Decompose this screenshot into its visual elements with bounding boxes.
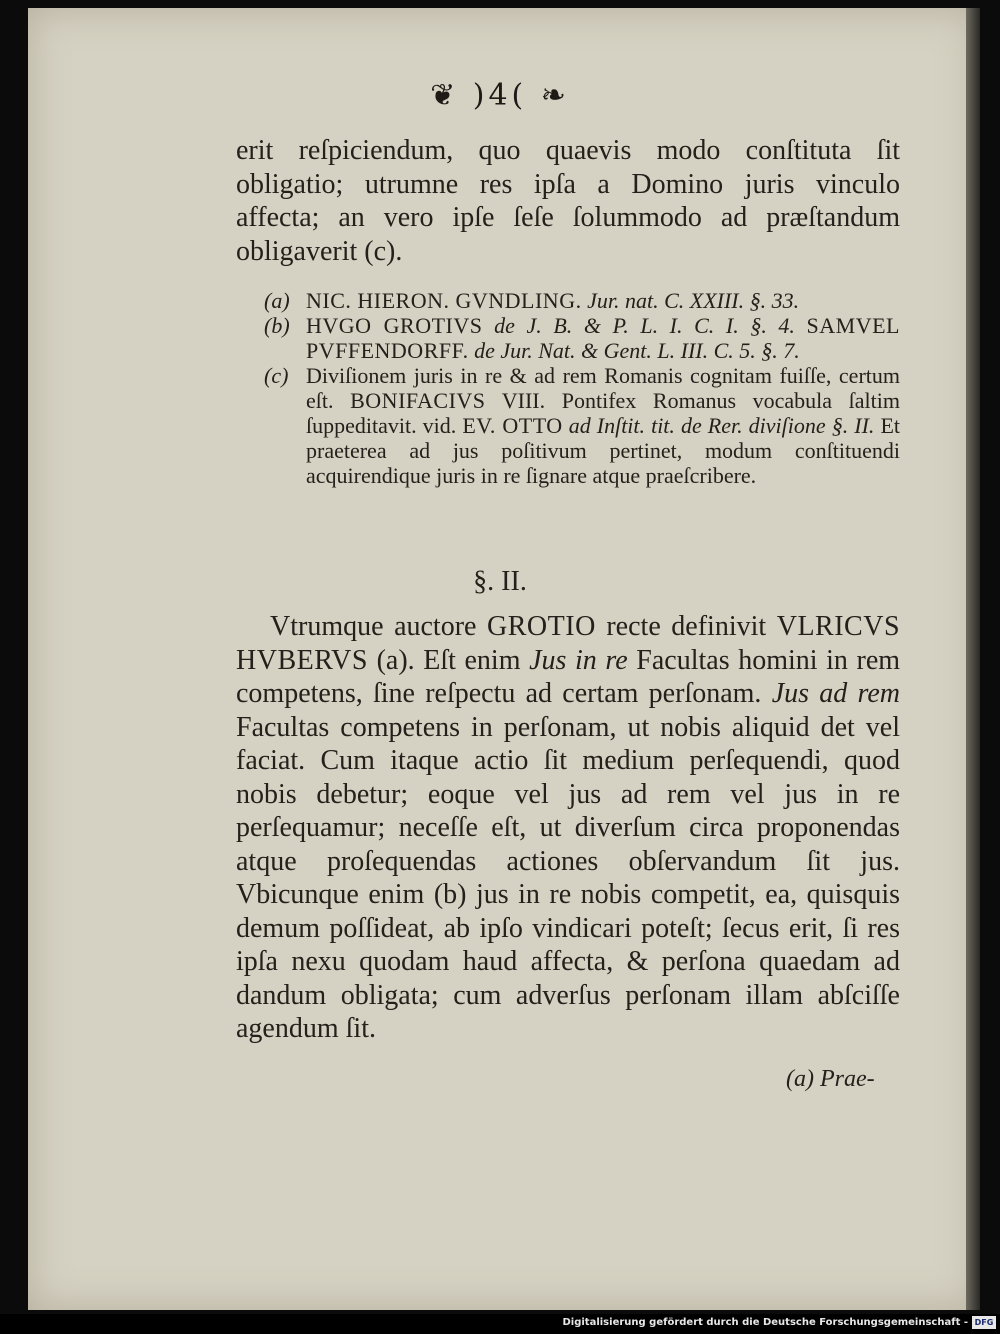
footnote-text: VIII. Pontifex Romanus vocabula ſaltim ſuppeditavit. vid.: [306, 388, 901, 438]
para2-text: Vtrumque auctore: [270, 611, 477, 642]
footnote-a: [264, 288, 900, 313]
footnote-author: NIC. HIERON. GVNDLING.: [306, 288, 582, 313]
page-number: )4(: [472, 78, 528, 113]
footnote-ref: de Jur. Nat. & Gent. L. III. C. 5. §. 7.: [474, 338, 800, 363]
footnote-text: Et praeterea ad jus poſitivum pertinet, modum conſtituendi acquirendique juris in re ſignare atque praeſcribere.: [306, 413, 901, 488]
para2-term: Jus ad rem: [771, 678, 900, 709]
para2-text: recte definivit: [606, 611, 767, 642]
footnote-author: HVGO GROTIVS: [306, 313, 483, 338]
para1-line: obligaverit (c).: [236, 235, 403, 267]
footnote-c: [264, 363, 900, 488]
footnote-mark: (c): [264, 363, 289, 388]
footnote-ref: Jur. nat. C. XXIII. §. 33.: [587, 288, 800, 313]
para2-text: Facultas competens in perſonam, ut nobis aliquid det vel faciat. Cum itaque actio ſit medium perſequendi, quod nobis debetur; eoque vel jus ad rem vel jus in re perſequamur; neceſſe eſt, ut diverſum circa proponendas atque proſequendas actiones obſervandum ſit jus. Vbicunque enim (b) jus in re nobis competit, ea, quisquis demum poſſideat, ab ipſo vindicari poteſt; ſecus erit, ſi res ipſa nexu quodam haud affecta, & perſona quaedam ad dandum obligata; cum adverſus perſonam illam abſciſſe agendum ſit.: [236, 711, 900, 1044]
footnote-ref: de J. B. & P. L. I. C. I. §. 4.: [494, 313, 795, 338]
dfg-logo-icon: DFG: [972, 1316, 996, 1329]
footnote-body: [306, 363, 900, 488]
para1-line: affecta; an vero ipſe ſeſe ſolummodo ad præſtandum: [236, 202, 900, 233]
footnote-author: BONIFACIVS: [350, 388, 486, 413]
para2-term: Jus in re: [529, 644, 628, 676]
page-header: [0, 78, 1000, 113]
footnote-b: [264, 313, 900, 363]
paragraph-2: [236, 610, 900, 1046]
para1-line: erit reſpiciendum, quo quaevis modo conſtituta ſit: [236, 135, 900, 166]
para2-author: VLRICVS HVBERVS: [236, 611, 901, 676]
footnote-ref: ad Inſtit. tit. de Rer. diviſione §. II.: [568, 413, 875, 438]
paragraph-1: [236, 134, 900, 268]
para2-author: GROTIO: [487, 611, 596, 642]
footnote-mark: (b): [264, 313, 290, 338]
footnote-body: [306, 288, 900, 313]
para2-text: Facultas homini in rem competens, ſine reſpectu ad certam perſonam.: [236, 644, 901, 709]
footnote-text: Diviſionem juris in re & ad rem Romanis cognitam fuiſſe, certum eſt.: [306, 363, 900, 413]
footnote-author: EV. OTTO: [462, 413, 563, 438]
footnote-body: [306, 313, 900, 363]
footer-credit: Digitalisierung gefördert durch die Deutsche Forschungsgemeinschaft -: [562, 1317, 968, 1328]
para1-line: obligatio; utrumne res ipſa a Domino juris vinculo: [236, 168, 900, 200]
ornament-left-icon: ❦: [430, 78, 460, 113]
footnote-mark: (a): [264, 288, 290, 313]
para2-text: (a). Eſt enim: [376, 644, 521, 676]
catchword: (a) Prae-: [786, 1066, 875, 1092]
page-edge: [966, 8, 980, 1310]
section-heading: §. II.: [473, 566, 527, 597]
footnote-author: SAMVEL PVFFENDORFF.: [306, 313, 900, 363]
footnotes: [264, 288, 900, 488]
ornament-right-icon: ❧: [540, 78, 570, 113]
